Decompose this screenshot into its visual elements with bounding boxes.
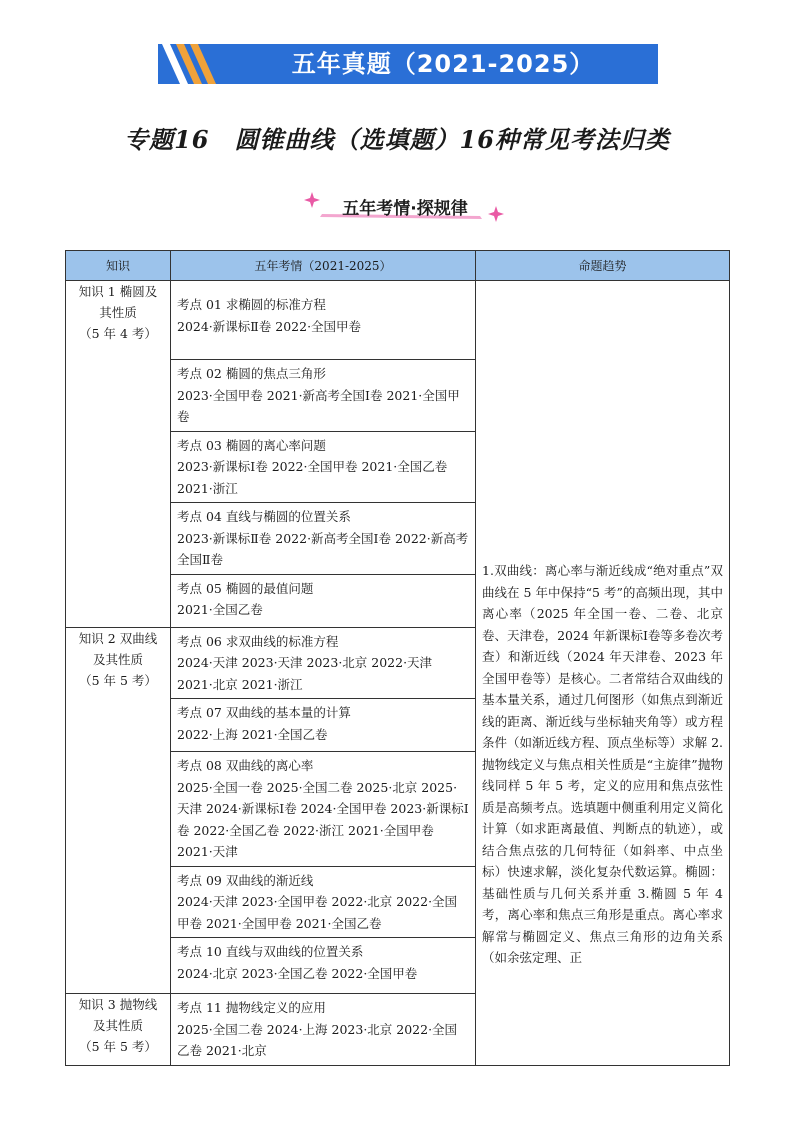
header-knowledge: 知识 (66, 251, 171, 281)
point-cell: 考点 09 双曲线的渐近线 2024·天津 2023·全国甲卷 2022·北京 2022·全国甲卷 2021·全国甲卷 2021·全国乙卷 (171, 866, 476, 938)
trend-cell (476, 281, 730, 1066)
point-cell: 考点 05 椭圆的最值问题 2021·全国乙卷 (171, 574, 476, 627)
exam-analysis-table (65, 250, 730, 1066)
page-title: 专题16 圆锥曲线（选填题）16种常见考法归类 (124, 125, 670, 154)
point-cell: 考点 06 求双曲线的标准方程 2024·天津 2023·天津 2023·北京 2022·天津 2021·北京 2021·浙江 (171, 627, 476, 699)
banner-title: 五年真题（2021-2025） (291, 50, 595, 78)
header-five-year: 五年考情（2021-2025） (171, 251, 476, 281)
banner-stripes-icon (158, 44, 228, 84)
point-cell: 考点 01 求椭圆的标准方程 2024·新课标Ⅱ卷 2022·全国甲卷 (171, 281, 476, 360)
point-cell: 考点 02 椭圆的焦点三角形 2023·全国甲卷 2021·新高考全国Ⅰ卷 2021·全国甲卷 (171, 360, 476, 432)
trend-text: 1.双曲线：离心率与渐近线成“绝对重点”双曲线在 5 年中保持“5 考”的高频出现，其中离心率（2025 年全国一卷、二卷、北京卷、天津卷，2024 年新课标Ⅰ卷等多卷次考查）和渐近线（2024 年天津卷、2023 年全国甲卷等）是核心。二者常结合双曲线的基本量关系，通过几何图形（如焦点到渐近线的距离、渐近线与坐标轴夹角等）或方程条件（如渐近线方程、顶点坐标等）求解 2.抛物线定义与焦点相关性质是“主旋律”抛物线同样 5 年 5 考，定义的应用和焦点弦性质是高频考点。选填题中侧重利用定义简化计算（如求距离最值、判断点的轨迹），或结合焦点弦的几何特征（如斜率、中点坐标）快速求解，淡化复杂代数运算。椭圆：基础性质与几何关系并重 3.椭圆 5 年 4 考，离心率和焦点三角形是重点。离心率求解常与椭圆定义、焦点三角形的边角关系（如余弦定理、正 (482, 563, 723, 965)
section-header (300, 186, 510, 226)
table-header-row (66, 251, 730, 281)
point-cell: 考点 08 双曲线的离心率 2025·全国一卷 2025·全国二卷 2025·北京 2025·天津 2024·新课标Ⅰ卷 2024·全国甲卷 2023·新课标Ⅰ卷 2022·全国乙卷 2022·浙江 2021·全国甲卷 2021·天津 (171, 752, 476, 867)
knowledge-cell-1: 知识 1 椭圆及 其性质 （5 年 4 考） (66, 281, 171, 628)
section-label: 五年考情·探规律 (342, 199, 468, 219)
point-cell: 考点 11 抛物线定义的应用 2025·全国二卷 2024·上海 2023·北京 2022·全国乙卷 2021·北京 (171, 994, 476, 1066)
point-cell: 考点 04 直线与椭圆的位置关系 2023·新课标Ⅱ卷 2022·新高考全国Ⅰ卷 2022·新高考全国Ⅱ卷 (171, 503, 476, 575)
knowledge-cell-3: 知识 3 抛物线 及其性质 （5 年 5 考） (66, 994, 171, 1066)
point-cell: 考点 03 椭圆的离心率问题 2023·新课标Ⅰ卷 2022·全国甲卷 2021·全国乙卷 2021·浙江 (171, 431, 476, 503)
top-banner (158, 44, 658, 84)
knowledge-cell-2: 知识 2 双曲线 及其性质 （5 年 5 考） (66, 627, 171, 994)
table-row (66, 281, 730, 360)
header-trend: 命题趋势 (476, 251, 730, 281)
point-cell: 考点 07 双曲线的基本量的计算 2022·上海 2021·全国乙卷 (171, 699, 476, 752)
point-cell: 考点 10 直线与双曲线的位置关系 2024·北京 2023·全国乙卷 2022·全国甲卷 (171, 938, 476, 994)
